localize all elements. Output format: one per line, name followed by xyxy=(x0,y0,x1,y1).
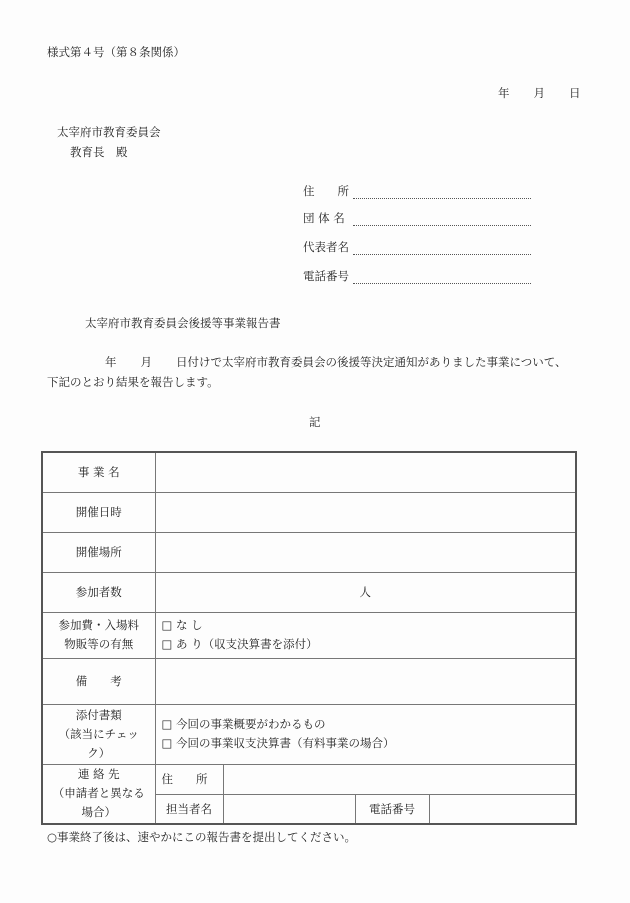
report-table xyxy=(41,451,577,825)
date-day: 日 xyxy=(569,86,581,100)
datetime-label: 開催日時 xyxy=(42,492,155,532)
applicant-address-field[interactable] xyxy=(353,184,531,199)
form-number: 様式第４号（第８条関係） xyxy=(47,45,185,59)
participants-field[interactable] xyxy=(155,572,576,612)
row-fees xyxy=(42,612,576,658)
attachments-label xyxy=(42,704,155,764)
footnote: ○事業終了後は、速やかにこの報告書を提出してください。 xyxy=(47,830,357,844)
contact-phone-label: 電話番号 xyxy=(355,794,429,824)
attachments-label-line3: ク） xyxy=(87,745,111,760)
row-participants xyxy=(42,572,576,612)
attachment-option-overview[interactable]: □ 今回の事業概要がわかるもの xyxy=(161,717,326,731)
applicant-address-row xyxy=(303,183,531,199)
business-name-label: 事 業 名 xyxy=(42,452,155,492)
ki-heading: 記 xyxy=(309,415,321,429)
row-attachments xyxy=(42,704,576,764)
body-line1-text: 日付けで太宰府市教育委員会の後援等決定通知がありました事業について、 xyxy=(176,355,567,369)
applicant-rep-field[interactable] xyxy=(353,240,531,255)
contact-label-line2: （申請者と異なる xyxy=(52,786,145,801)
row-business-name xyxy=(42,452,576,492)
applicant-rep-row xyxy=(303,239,531,255)
contact-label-line3: 場合） xyxy=(81,805,116,820)
row-venue xyxy=(42,532,576,572)
row-contact-address xyxy=(42,764,576,794)
participants-unit: 人 xyxy=(359,585,371,599)
row-remarks xyxy=(42,658,576,704)
date-year: 年 xyxy=(498,86,510,100)
venue-field[interactable] xyxy=(155,532,576,572)
applicant-group-label: 団 体 名 xyxy=(303,211,345,225)
row-datetime xyxy=(42,492,576,532)
applicant-group-field[interactable] xyxy=(353,211,531,226)
body-month: 月 xyxy=(140,355,152,369)
contact-person-field[interactable] xyxy=(223,794,355,824)
participants-label: 参加者数 xyxy=(42,572,155,612)
remarks-field[interactable] xyxy=(155,658,576,704)
contact-address-field[interactable] xyxy=(223,764,576,794)
date-month: 月 xyxy=(533,86,545,100)
contact-address-label: 住 所 xyxy=(155,764,223,794)
body-line-1 xyxy=(105,354,567,370)
contact-person-label: 担当者名 xyxy=(155,794,223,824)
fees-label-line2: 物販等の有無 xyxy=(64,637,134,651)
contact-label-line1: 連 絡 先 xyxy=(77,767,120,782)
applicant-phone-label: 電話番号 xyxy=(303,269,349,283)
fees-label-line1: 参加費・入場料 xyxy=(58,618,139,632)
document-title: 太宰府市教育委員会後援等事業報告書 xyxy=(85,316,281,330)
attachment-option-budget[interactable]: □ 今回の事業収支決算書（有料事業の場合） xyxy=(161,736,395,750)
contact-phone-field[interactable] xyxy=(429,794,576,824)
date-line xyxy=(498,85,581,101)
body-line-2: 下記のとおり結果を報告します。 xyxy=(47,375,219,389)
body-year: 年 xyxy=(105,355,117,369)
fees-option-yes[interactable]: □ あ り（収支決算書を添付） xyxy=(161,637,318,651)
attachments-label-line1: 添付書類 xyxy=(75,707,122,722)
applicant-phone-row xyxy=(303,268,531,284)
addressee-org: 太宰府市教育委員会 xyxy=(57,125,161,139)
business-name-field[interactable] xyxy=(155,452,576,492)
attachments-options xyxy=(155,704,576,764)
venue-label: 開催場所 xyxy=(42,532,155,572)
addressee-title: 教育長 殿 xyxy=(70,145,128,159)
datetime-field[interactable] xyxy=(155,492,576,532)
fees-options xyxy=(155,612,576,658)
applicant-phone-field[interactable] xyxy=(353,269,531,284)
attachments-label-line2: （該当にチェッ xyxy=(58,726,139,741)
applicant-address-label: 住 所 xyxy=(303,184,349,198)
applicant-group-row xyxy=(303,210,531,226)
fees-label xyxy=(42,612,155,658)
remarks-label: 備 考 xyxy=(42,658,155,704)
applicant-rep-label: 代表者名 xyxy=(303,240,349,254)
contact-label xyxy=(42,764,155,824)
fees-option-none[interactable]: □ な し xyxy=(161,618,203,632)
